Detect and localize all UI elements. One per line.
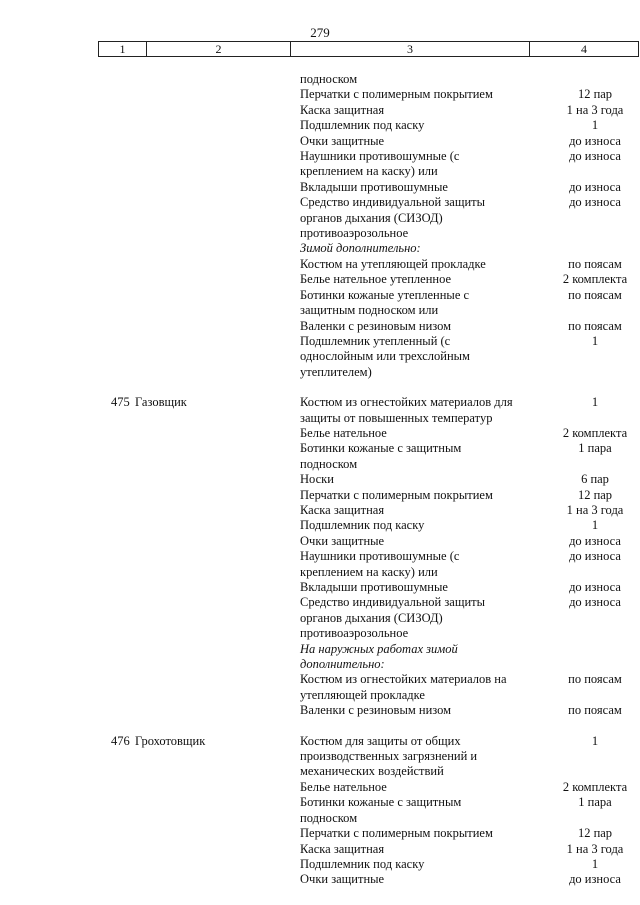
list-item bbox=[0, 118, 640, 133]
issue-norm: 1 bbox=[591, 518, 599, 533]
list-item bbox=[0, 795, 640, 826]
issue-norm: 6 пар bbox=[581, 472, 609, 487]
issue-norm: до износа bbox=[569, 195, 621, 210]
list-item bbox=[0, 580, 640, 595]
ppe-item-name: Белье нательное утепленное bbox=[300, 272, 452, 287]
list-item bbox=[0, 72, 640, 87]
issue-norm: 12 пар bbox=[577, 87, 613, 102]
list-item bbox=[0, 103, 640, 118]
ppe-item-name: Белье нательное bbox=[300, 425, 387, 440]
ppe-item-name: Каска защитная bbox=[300, 102, 385, 117]
issue-norm: 1 bbox=[591, 733, 599, 748]
ppe-item-name: Очки защитные bbox=[300, 133, 385, 148]
issue-norm: до износа bbox=[569, 549, 621, 564]
issue-norm: 1 bbox=[591, 395, 599, 410]
list-item bbox=[0, 595, 640, 641]
ppe-item-name: На наружных работах зимой дополнительно: bbox=[300, 641, 458, 672]
list-item bbox=[0, 672, 640, 703]
ppe-item-name: Носки bbox=[300, 472, 334, 487]
section-gap bbox=[0, 719, 640, 734]
ppe-item-name: Костюм для защиты от общих производственных загрязнений и механических воздействий bbox=[300, 733, 478, 779]
issue-norm: по поясам bbox=[568, 672, 622, 687]
issue-norm: 1 пара bbox=[578, 441, 612, 456]
ppe-item-name: Каска защитная bbox=[300, 841, 385, 856]
issue-norm: 2 комплекта bbox=[562, 272, 628, 287]
list-item bbox=[0, 549, 640, 580]
ppe-item-name: Валенки с резиновым низом bbox=[300, 703, 452, 718]
list-item bbox=[0, 488, 640, 503]
header-col-2: 2 bbox=[147, 42, 291, 57]
issue-norm: 1 bbox=[591, 333, 599, 348]
issue-norm: 1 bbox=[591, 856, 599, 871]
ppe-item-name: Валенки с резиновым низом bbox=[300, 318, 452, 333]
issue-norm: 12 пар bbox=[577, 826, 613, 841]
list-item bbox=[0, 518, 640, 533]
ppe-item-name: Наушники противошумные (с креплением на каску) или bbox=[300, 149, 460, 179]
ppe-item-name: подноском bbox=[300, 72, 358, 86]
ppe-item-name: Подшлемник утепленный (с однослойным или трехслойным утеплителем) bbox=[300, 333, 470, 379]
list-item bbox=[0, 426, 640, 441]
list-item bbox=[0, 642, 640, 673]
ppe-item-name: Наушники противошумные (с креплением на каску) или bbox=[300, 549, 460, 579]
issue-norm: 1 на 3 года bbox=[566, 502, 624, 517]
list-item bbox=[0, 180, 640, 195]
column-header-table bbox=[98, 41, 639, 57]
issue-norm: до износа bbox=[569, 149, 621, 164]
ppe-item-name: Подшлемник под каску bbox=[300, 118, 425, 133]
entry-number: 476 bbox=[111, 733, 130, 748]
list-item bbox=[0, 334, 640, 380]
list-item bbox=[0, 149, 640, 180]
ppe-item-name: Костюм из огнестойких материалов для защиты от повышенных температур bbox=[300, 395, 513, 425]
occupation-name: Грохотовщик bbox=[135, 733, 206, 748]
header-col-4: 4 bbox=[530, 42, 639, 57]
ppe-item-name: Ботинки кожаные утепленные с защитным подноском или bbox=[300, 287, 470, 318]
issue-norm: 1 на 3 года bbox=[566, 102, 624, 117]
ppe-item-name: Костюм из огнестойких материалов на утепляющей прокладке bbox=[300, 672, 507, 702]
list-item bbox=[0, 134, 640, 149]
ppe-item-name: Ботинки кожаные с защитным подноском bbox=[300, 441, 462, 471]
ppe-item-name: Очки защитные bbox=[300, 533, 385, 548]
ppe-item-name: Ботинки кожаные с защитным подноском bbox=[300, 795, 462, 825]
ppe-item-name: Средство индивидуальной защиты органов дыхания (СИЗОД) противоаэрозольное bbox=[300, 595, 486, 641]
entry-number: 475 bbox=[111, 395, 130, 410]
norms-list bbox=[0, 72, 640, 888]
section-gap bbox=[0, 380, 640, 395]
header-col-3: 3 bbox=[291, 42, 530, 57]
ppe-item-name: Вкладыши противошумные bbox=[300, 580, 448, 594]
ppe-item-name: Костюм на утепляющей прокладке bbox=[300, 256, 486, 271]
list-item bbox=[0, 87, 640, 102]
list-item bbox=[0, 195, 640, 241]
issue-norm: до износа bbox=[569, 179, 621, 194]
issue-norm: 2 комплекта bbox=[562, 425, 628, 440]
list-item bbox=[0, 288, 640, 319]
issue-norm: 2 комплекта bbox=[562, 779, 628, 794]
list-item bbox=[0, 734, 640, 780]
ppe-item-name: Подшлемник под каску bbox=[300, 856, 425, 871]
ppe-item-name: Зимой дополнительно: bbox=[300, 241, 421, 256]
list-item bbox=[0, 872, 640, 887]
issue-norm: до износа bbox=[569, 533, 621, 548]
ppe-item-name: Подшлемник под каску bbox=[300, 518, 425, 533]
issue-norm: по поясам bbox=[568, 287, 622, 302]
list-item bbox=[0, 395, 640, 426]
ppe-item-name: Перчатки с полимерным покрытием bbox=[300, 87, 493, 102]
list-item bbox=[0, 534, 640, 549]
issue-norm: по поясам bbox=[568, 256, 622, 271]
issue-norm: до износа bbox=[569, 580, 621, 594]
ppe-item-name: Каска защитная bbox=[300, 502, 385, 517]
ppe-item-name: Перчатки с полимерным покрытием bbox=[300, 826, 493, 841]
list-item bbox=[0, 703, 640, 718]
ppe-item-name: Перчатки с полимерным покрытием bbox=[300, 487, 493, 502]
list-item bbox=[0, 441, 640, 472]
list-item bbox=[0, 272, 640, 287]
list-item bbox=[0, 472, 640, 487]
header-col-1: 1 bbox=[99, 42, 147, 57]
issue-norm: по поясам bbox=[568, 318, 622, 333]
list-item bbox=[0, 842, 640, 857]
list-item bbox=[0, 780, 640, 795]
page-number: 279 bbox=[310, 25, 330, 40]
list-item bbox=[0, 826, 640, 841]
ppe-item-name: Средство индивидуальной защиты органов дыхания (СИЗОД) противоаэрозольное bbox=[300, 195, 486, 241]
issue-norm: до износа bbox=[569, 133, 621, 148]
issue-norm: 1 пара bbox=[578, 795, 612, 810]
ppe-item-name: Вкладыши противошумные bbox=[300, 179, 448, 194]
issue-norm: до износа bbox=[569, 872, 621, 887]
issue-norm: по поясам bbox=[568, 703, 622, 718]
list-item bbox=[0, 503, 640, 518]
issue-norm: до износа bbox=[569, 595, 621, 610]
issue-norm: 12 пар bbox=[577, 487, 613, 502]
list-item bbox=[0, 319, 640, 334]
occupation-name: Газовщик bbox=[135, 395, 187, 410]
list-item bbox=[0, 241, 640, 256]
ppe-item-name: Очки защитные bbox=[300, 872, 385, 887]
list-item bbox=[0, 257, 640, 272]
list-item bbox=[0, 857, 640, 872]
issue-norm: 1 bbox=[591, 118, 599, 133]
issue-norm: 1 на 3 года bbox=[566, 841, 624, 856]
ppe-item-name: Белье нательное bbox=[300, 779, 387, 794]
